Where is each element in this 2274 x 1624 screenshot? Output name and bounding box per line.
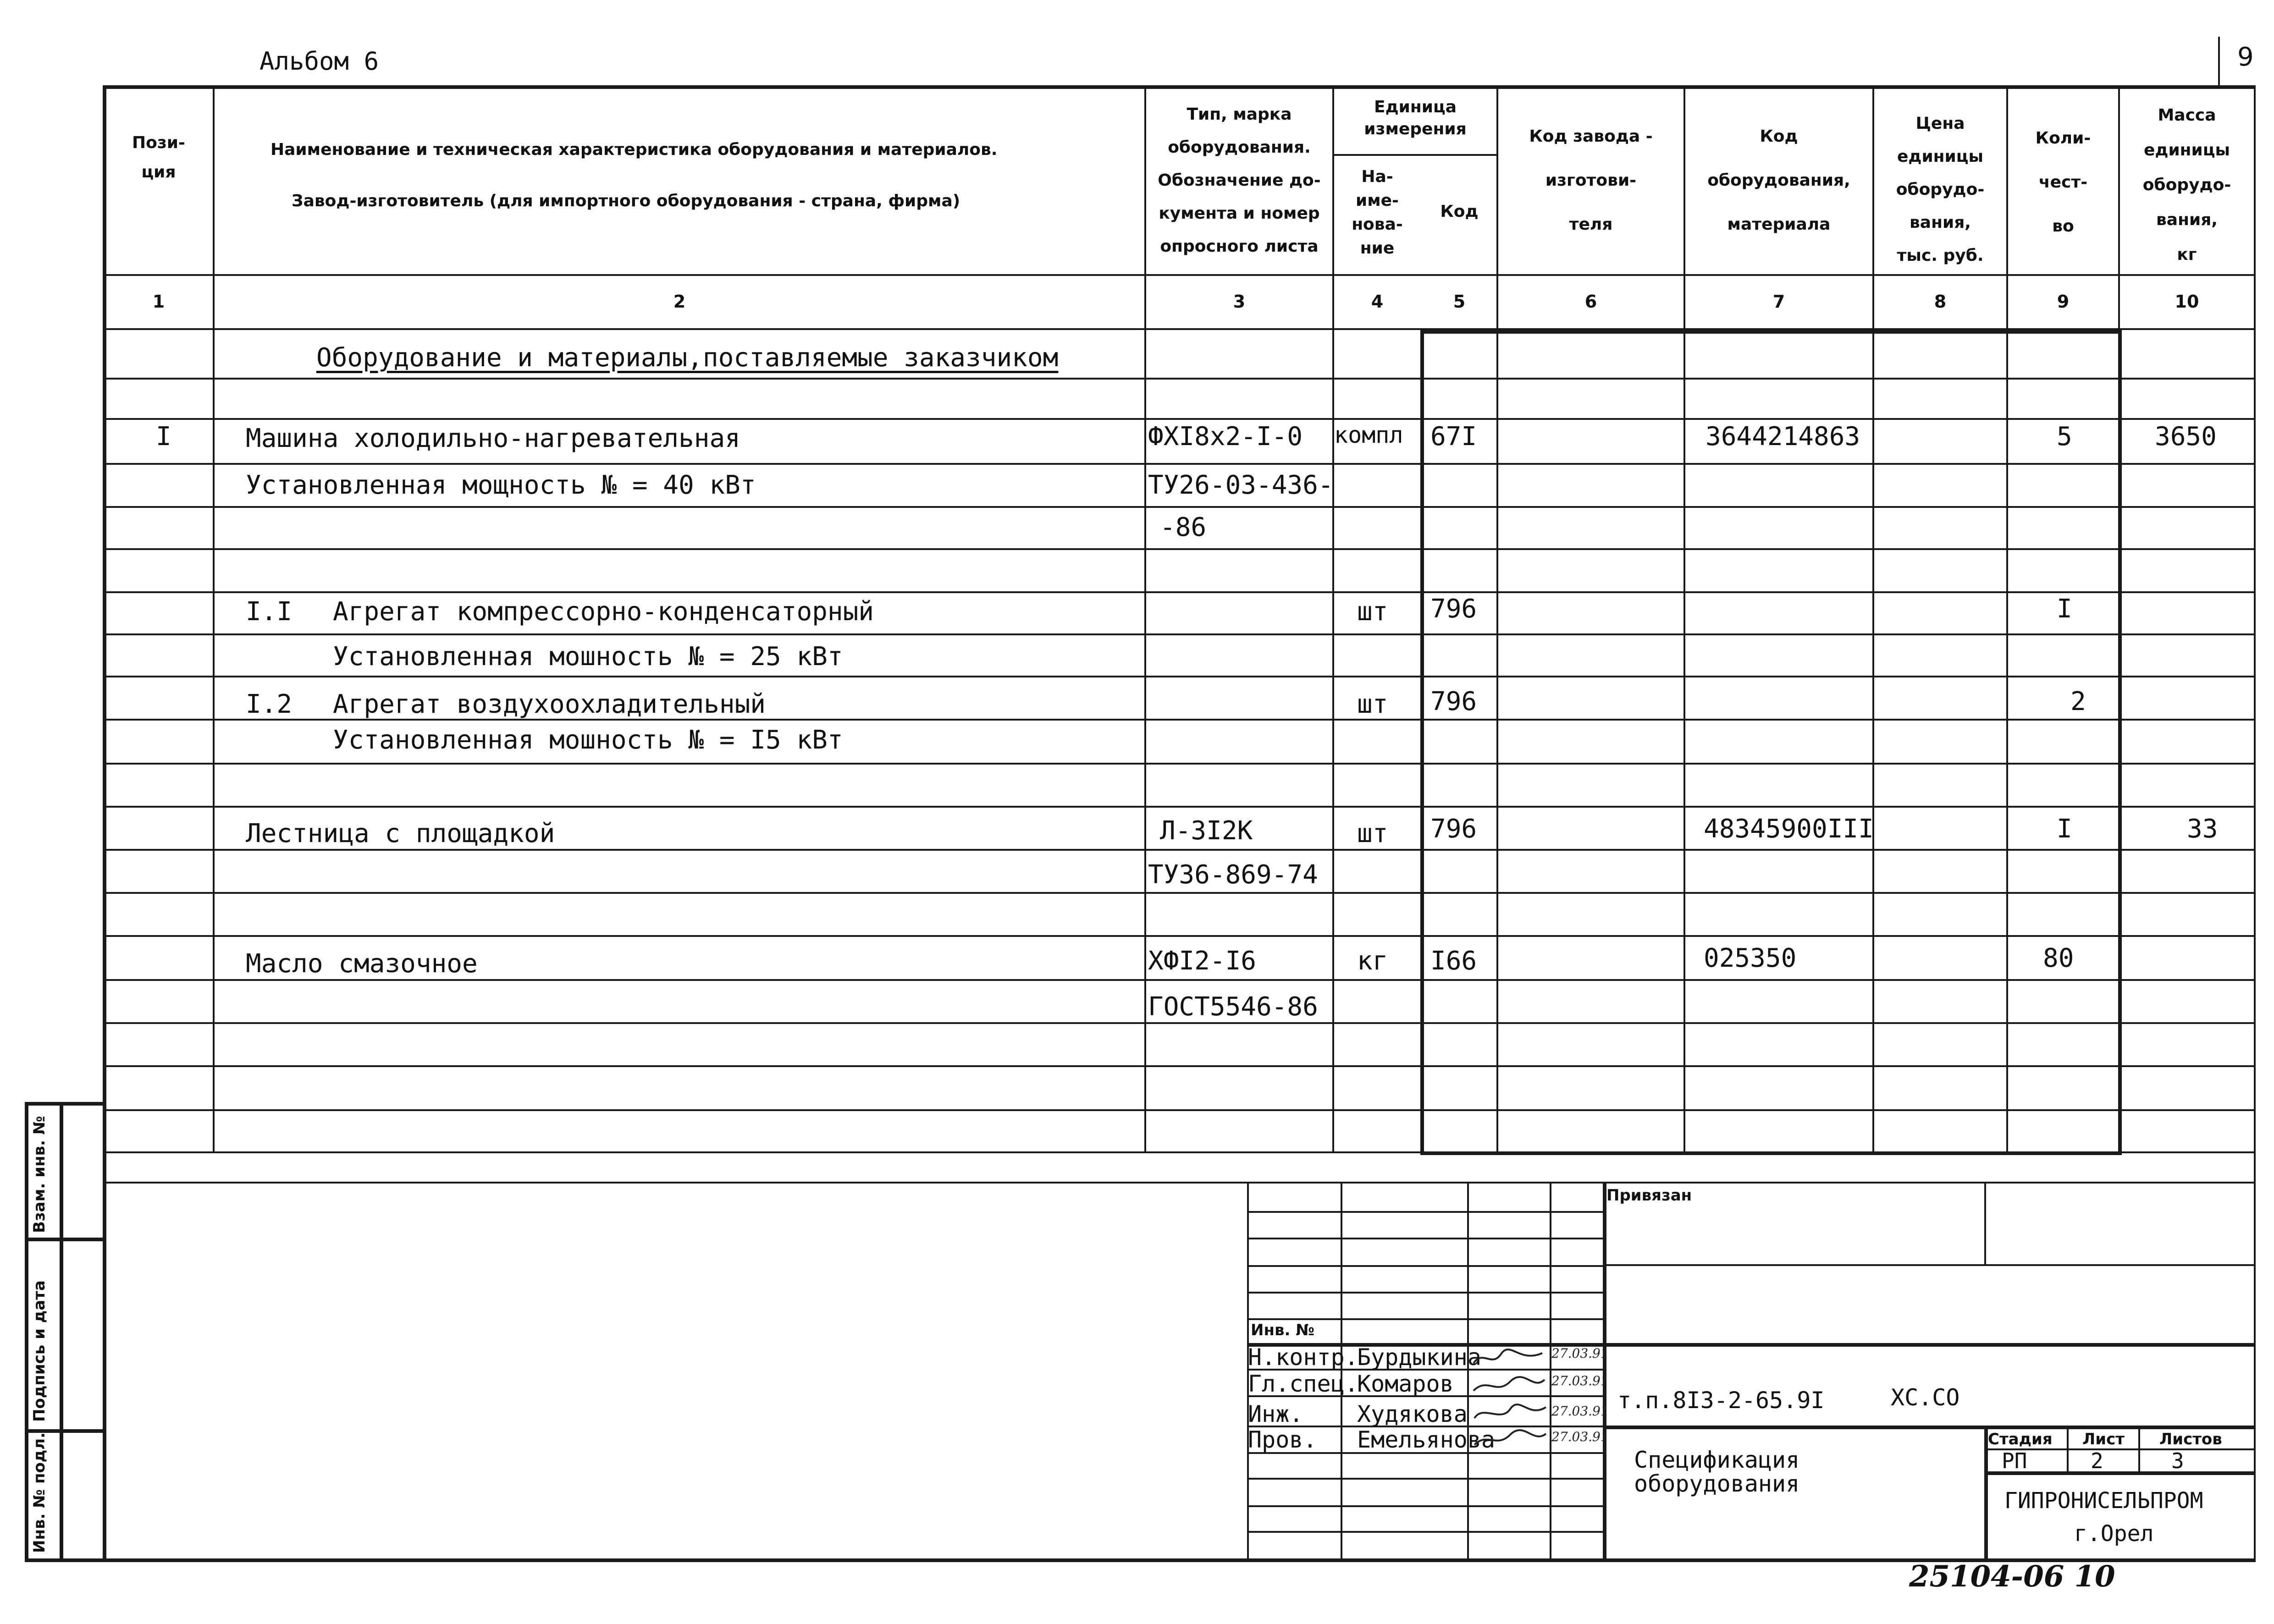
row1-mass: 3650 <box>2155 422 2217 451</box>
tb-designation: т.п.8I3-2-65.9I <box>1617 1387 1825 1414</box>
row10-unit: кг <box>1357 946 1388 976</box>
tb-inv-no: Инв. № <box>1251 1321 1315 1339</box>
row7-name: Установленная мошность № = I5 кВт <box>333 725 843 755</box>
row1-type: ФХI8х2-I-0 <box>1148 422 1303 451</box>
col-num-2: 2 <box>673 292 686 312</box>
header-unit-name: На- име- нова- ние <box>1352 167 1403 258</box>
tb-date-4: 27.03.91 <box>1551 1429 1609 1444</box>
tb-date-2: 27.03.91 <box>1551 1373 1609 1388</box>
tb-n-kontr-name: Бурдыкина <box>1357 1344 1481 1371</box>
header-position: Пози- ция <box>132 133 185 182</box>
tb-city: г.Орел <box>2074 1521 2154 1547</box>
header-mass: Масса единицы оборудо- вания, кг <box>2142 106 2231 264</box>
row11-type: ГОСТ5546-86 <box>1148 992 1318 1022</box>
side-stamp-inv: Инв. № подл. <box>30 1432 49 1553</box>
header-name-line2: Завод-изготовитель (для импортного оборудования - страна, фирма) <box>292 192 960 210</box>
tb-prov: Пров. <box>1248 1426 1317 1453</box>
col-num-7: 7 <box>1772 292 1785 312</box>
row1-equipment-code: 3644214863 <box>1706 422 1860 451</box>
row1-position: I <box>156 422 171 451</box>
row1-quantity: 5 <box>2057 422 2072 451</box>
row8-mass: 33 <box>2187 814 2218 844</box>
row6-position: I.2 <box>246 689 293 719</box>
header-equipment-code: Код оборудования, материала <box>1707 127 1850 234</box>
row2-name: Установленная мощность № = 40 кВт <box>246 470 756 500</box>
header-quantity: Коли- чест- во <box>2035 129 2091 236</box>
row6-name: Агрегат воздухоохладительный <box>333 689 766 719</box>
row4-unit: шт <box>1357 597 1388 627</box>
row5-name: Установленная мошность № = 25 кВт <box>333 642 843 672</box>
signatures-image <box>1469 1345 1548 1453</box>
tb-inzh: Инж. <box>1248 1401 1303 1427</box>
tb-listov-value: 3 <box>2171 1448 2184 1473</box>
tb-date-3: 27.03.91 <box>1551 1404 1609 1419</box>
section-title: Оборудование и материалы,поставляемые заказчиком <box>316 343 1059 373</box>
header-name-line1: Наименование и техническая характеристика оборудования и материалов. <box>270 140 998 159</box>
tb-stadiya-label: Стадия <box>1988 1430 2053 1448</box>
tb-list-label: Лист <box>2082 1430 2125 1448</box>
tb-listov-label: Листов <box>2159 1430 2222 1448</box>
row4-quantity: I <box>2057 594 2072 624</box>
row8-name: Лестница с площадкой <box>246 819 555 848</box>
tb-inzh-name: Худякова <box>1357 1401 1468 1427</box>
row9-type: ТУ36-869-74 <box>1148 860 1318 890</box>
row8-unit: шт <box>1357 819 1388 848</box>
col-num-1: 1 <box>152 292 165 312</box>
row8-type: Л-3I2К <box>1160 816 1253 846</box>
row3-type: -86 <box>1160 512 1207 542</box>
tb-privyazan: Привязан <box>1606 1186 1692 1205</box>
col-num-9: 9 <box>2057 292 2070 312</box>
header-price: Цена единицы оборудо- вания, тыс. руб. <box>1896 114 1985 265</box>
row1-unit: компл <box>1334 422 1403 448</box>
col-num-5: 5 <box>1453 292 1466 312</box>
row4-name: Агрегат компрессорно-конденсаторный <box>333 597 874 627</box>
col-num-8: 8 <box>1934 292 1947 312</box>
row10-unit-code: I66 <box>1430 946 1477 976</box>
tb-date-1: 27.03.91 <box>1551 1346 1609 1361</box>
col-num-4: 4 <box>1371 292 1384 312</box>
tb-doc-title-1: Спецификация <box>1634 1447 1800 1473</box>
tb-n-kontr: Н.контр. <box>1248 1344 1358 1371</box>
header-unit: Единица измерения <box>1364 98 1467 138</box>
col-num-6: 6 <box>1584 292 1597 312</box>
tb-prov-name: Емельянова <box>1357 1426 1496 1453</box>
col-num-3: 3 <box>1233 292 1246 312</box>
row10-name: Масло смазочное <box>246 949 478 979</box>
side-stamp-podpis: Подпись и дата <box>30 1280 49 1422</box>
col-num-10: 10 <box>2175 292 2199 312</box>
row8-equipment-code: 48345900III <box>1704 814 1874 844</box>
footer-handwritten-number: 25104-06 10 <box>1909 1559 2115 1594</box>
header-unit-code: Код <box>1440 202 1479 221</box>
row1-name: Машина холодильно-нагревательная <box>246 424 740 453</box>
row10-equipment-code: 025350 <box>1704 943 1797 973</box>
header-type: Тип, марка оборудования. Обозначение до- кумента и номер опросного листа <box>1158 105 1321 256</box>
row10-type: ХФI2-I6 <box>1148 946 1257 976</box>
header-factory-code: Код завода - изготови- теля <box>1529 127 1653 234</box>
row8-quantity: I <box>2057 814 2072 844</box>
page-number-divider <box>2218 37 2220 87</box>
row6-unit-code: 796 <box>1430 687 1477 716</box>
tb-stadiya-value: РП <box>2002 1448 2027 1473</box>
row4-position: I.I <box>246 597 293 627</box>
tb-code: ХС.СО <box>1891 1384 1960 1411</box>
row10-quantity: 80 <box>2043 943 2074 973</box>
tb-gl-spec-name: Комаров <box>1357 1371 1454 1397</box>
album-label: Альбом 6 <box>259 47 379 76</box>
row4-unit-code: 796 <box>1430 594 1477 624</box>
row8-unit-code: 796 <box>1430 814 1477 844</box>
tb-list-value: 2 <box>2091 1448 2103 1473</box>
row1-unit-code: 67I <box>1430 422 1477 451</box>
row6-quantity: 2 <box>2070 687 2086 716</box>
row2-type: ТУ26-03-436- <box>1148 470 1334 500</box>
side-stamp-vzam: Взам. инв. № <box>30 1116 49 1233</box>
tb-doc-title-2: оборудования <box>1634 1470 1800 1497</box>
tb-organization: ГИПРОНИСЕЛЬПРОМ <box>2004 1488 2203 1514</box>
page-number: 9 <box>2237 42 2254 72</box>
row6-unit: шт <box>1357 689 1388 719</box>
tb-gl-spec: Гл.спец. <box>1248 1371 1358 1397</box>
